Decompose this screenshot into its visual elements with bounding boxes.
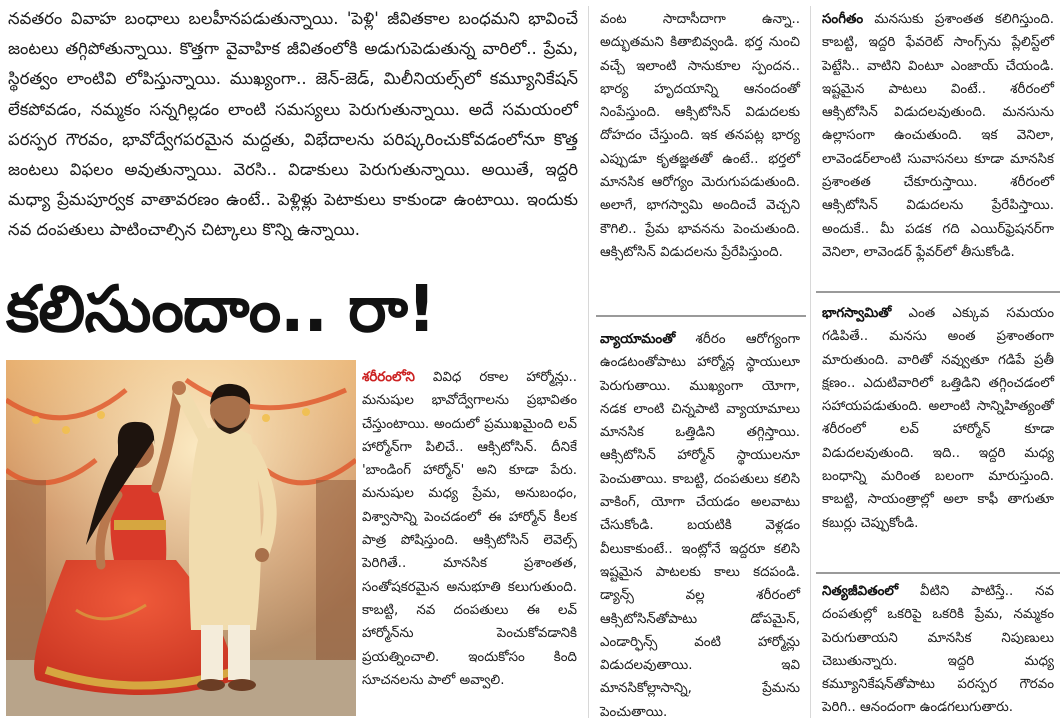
paragraph-daily-life	[822, 580, 1054, 720]
headline: కలిసుందాం.. రా!	[6, 273, 436, 347]
intro-text: నవతరం వివాహ బంధాలు బలహీనపడుతున్నాయి. 'పెళ్లి' జీవితకాల బంధమని భావించే జంటలు తగ్గిపోతున్నాయి. కొత్తగా వైవాహిక జీవితంలోకి అడుగుపెడుతున్న వారిలో.. ప్రేమ, స్థిరత్వం లాంటివి లోపిస్తున్నాయి. ముఖ్యంగా.. జెన్-జెడ్, మిలీనియల్స్‌లో కమ్యూనికేషన్ లేకపోవడం, నమ్మకం సన్నగిల్లడం లాంటి సమస్యలు పెరుగుతున్నాయి. అదే సమయంలో పరస్పర గౌరవం, భావోద్వేగపరమైన మద్దతు, విభేదాలను పరిష్కరించుకోవడంలోనూ కొత్త జంటలు విఫలం అవుతున్నాయి. వెరసి.. విడాకులు పెరుగుతున్నాయి. అయితే, ఇద్దరి మధ్యా ప్రేమపూర్వక వాతావరణం ఉంటే.. పెళ్లిళ్లు పెటాకులు కాకుండా ఉంటాయి. ఇందుకు నవ దంపతులు పాటించాల్సిన చిట్కాలు కొన్ని ఉన్నాయి.	[8, 9, 578, 240]
couple-photo	[6, 360, 356, 716]
section-divider	[816, 572, 1060, 574]
column-oxytocin	[362, 366, 577, 692]
column-praise	[600, 8, 800, 264]
paragraph-praise: వంట సాదాసీదాగా ఉన్నా.. అద్భుతమని కితాబివ్వండి. భర్త నుంచి వచ్చే ఇలాంటి సానుకూల స్పందన.. భార్య హృదయాన్ని ఆనందంతో నింపేస్తుంది. ఆక్సిటోసిన్ విడుదలకు దోహదం చేస్తుంది. ఇక తనపట్ల భార్య ఎప్పుడూ కృతజ్ఞతతో ఉంటే.. భర్తలో మానసిక ఆరోగ్యం మెరుగుపడుతుంది. అలాగే, భాగస్వామి అందించే వెచ్చని కౌగిలి.. ప్రేమ భావనను పెంచుతుంది. ఆక్సిటోసిన్ విడుదలను ప్రేరేపిస్తుంది.	[600, 12, 800, 260]
column-divider	[810, 6, 811, 718]
paragraph-oxytocin	[362, 366, 577, 692]
column-divider	[588, 6, 589, 718]
body-text: మనసుకు ప్రశాంతత కలిగిస్తుంది. కాబట్టి, ఇద్దరి ఫేవరెట్ సాంగ్స్‌ను ప్లేలిస్ట్‌లో పెట్టేసి.. వాటిని వింటూ ఎంజాయ్ చేయండి. ఇష్టమైన పాటలు వింటే.. శరీరంలో ఆక్సిటోసిన్ విడుదలవుతుంది. మనసును ఉల్లాసంగా ఉంచుతుంది. ఇక వెనిలా, లావెండర్‌లాంటి సువాసనలు కూడా మానసిక ప్రశాంతత చేకూరుస్తాయి. శరీరంలో ఆక్సిటోసిన్ విడుదలను ప్రేరేపిస్తాయి. అందుకే.. మీ పడక గది ఎయిర్‌ఫ్రెషనర్‌గా వెనిలా, లావెండర్ ఫ్లేవర్‌లో తీసుకోండి.	[822, 12, 1054, 260]
paragraph-music	[822, 8, 1054, 264]
column-music	[822, 8, 1054, 264]
column-daily-life	[822, 580, 1054, 720]
paragraph-exercise	[600, 328, 800, 724]
column-partner-time	[822, 302, 1054, 535]
body-text: శరీరం ఆరోగ్యంగా ఉండటంతోపాటు హార్మోన్ల స్థాయులూ పెరుగుతాయి. ముఖ్యంగా యోగా, నడక లాంటి చిన్నపాటి వ్యాయామాలు మానసిక ఒత్తిడిని తగ్గిస్తాయి. ఆక్సిటోసిన్ హార్మోన్ స్థాయులనూ పెంచుతాయి. కాబట్టి, దంపతులు కలిసి వాకింగ్, యోగా చేయడం అలవాటు చేసుకోండి. బయటికి వెళ్లడం వీలుకాకుంటే.. ఇంట్లోనే ఇద్దరూ కలిసి ఇష్టమైన పాటలకు కాలు కదపండి. డ్యాన్స్ వల్ల శరీరంలో ఆక్సిటోసిన్‌తోపాటు డోపమైన్, ఎండార్ఫిన్స్ వంటి హార్మోన్లు విడుదలవుతాయి. ఇవి మానసికోల్లాసాన్ని, ప్రేమను పెంచుతాయి.	[600, 332, 800, 720]
lead-word: వ్యాయామంతో	[600, 332, 676, 347]
lead-word: సంగీతం	[822, 12, 864, 27]
lead-word: భాగస్వామితో	[822, 306, 892, 321]
intro-paragraph	[8, 4, 578, 246]
section-divider	[596, 315, 806, 317]
paragraph-partner-time	[822, 302, 1054, 535]
column-exercise	[600, 328, 800, 724]
couple-illustration	[6, 360, 356, 716]
section-divider	[816, 291, 1060, 293]
body-text: వివిధ రకాల హార్మోన్లు.. మనుషుల భావోద్వేగాలను ప్రభావితం చేస్తుంటాయి. అందులో ప్రముఖమైంది లవ్ హార్మోన్‌గా పిలిచే.. ఆక్సిటోసిన్. దీనికే 'బాండింగ్ హార్మోన్' అని కూడా పేరు. మనుషుల మధ్య ప్రేమ, అనుబంధం, విశ్వాసాన్ని పెంచడంలో ఈ హార్మోన్ కీలక పాత్ర పోషిస్తుంది. ఆక్సిటోసిన్ లెవెల్స్ పెరిగితే.. మానసిక ప్రశాంతత, సంతోషకరమైన అనుభూతి కలుగుతుంది. కాబట్టి, నవ దంపతులు ఈ లవ్ హార్మోన్‌ను పెంచుకోవడానికి ప్రయత్నించాలి. ఇందుకోసం కింది సూచనలను పాలో అవ్వాలి.	[362, 370, 577, 688]
lead-word: శరీరంలోని	[362, 370, 415, 385]
lead-word: నిత్యజీవితంలో	[822, 584, 899, 599]
body-text: వీటిని పాటిస్తే.. నవ దంపతుల్లో ఒకరిపై ఒకరికి ప్రేమ, నమ్మకం పెరుగుతాయని మానసిక నిపుణులు చెబుతున్నారు. ఇద్దరి మధ్య కమ్యూనికేషన్‌తోపాటు పరస్పర గౌరవం పెరిగి.. ఆనందంగా ఉండగలుగుతారు.	[822, 584, 1054, 716]
body-text: ఎంత ఎక్కువ సమయం గడిపితే.. మనసు అంత ప్రశాంతంగా మారుతుంది. వారితో నవ్వుతూ గడిపే ప్రతీ క్షణం.. ఎదుటివారిలో ఒత్తిడిని తగ్గించడంలో సహాయపడుతుంది. అలాంటి సాన్నిహిత్యంతో శరీరంలో లవ్ హార్మోన్ కూడా విడుదలవుతుంది. ఇది.. ఇద్దరి మధ్య బంధాన్ని మరింత బలంగా మారుస్తుంది. కాబట్టి, సాయంత్రాల్లో అలా కాఫీ తాగుతూ కబుర్లు చెప్పుకోండి.	[822, 306, 1054, 531]
